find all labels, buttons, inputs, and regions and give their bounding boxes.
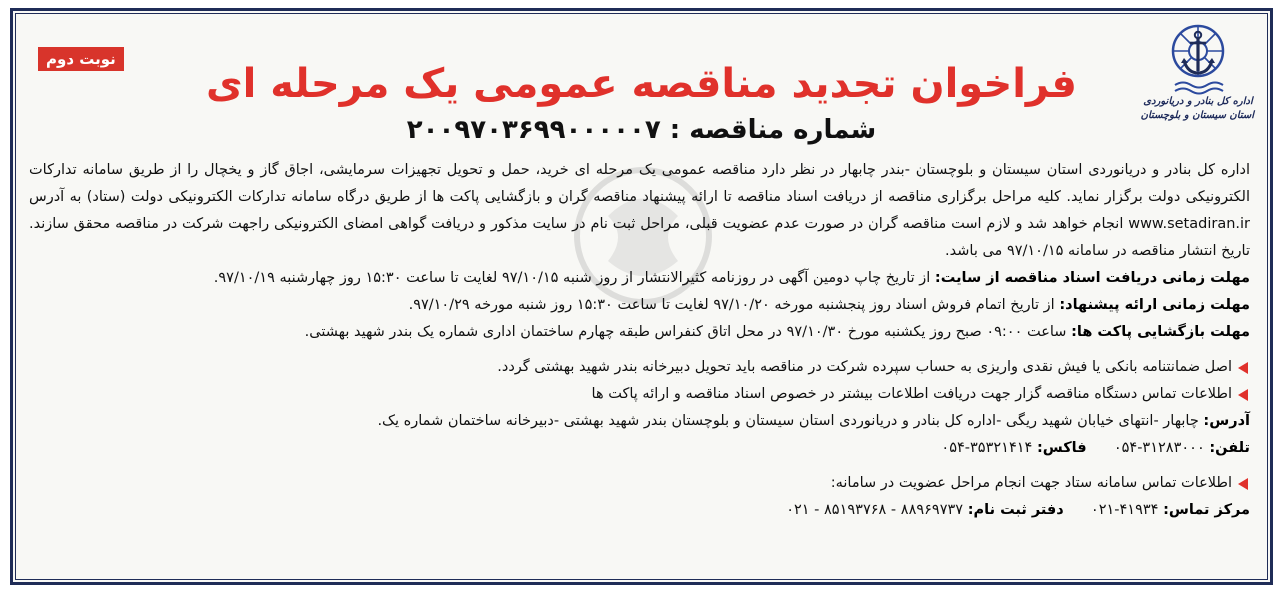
tender-notice <box>10 8 1273 585</box>
deadline-document-receipt <box>29 265 1250 292</box>
registration-office-label: دفتر ثبت نام: <box>967 502 1064 518</box>
deadline-envelope-opening <box>29 319 1250 346</box>
note-text: اطلاعات تماس سامانه ستاد جهت انجام مراحل عضویت در سامانه: <box>830 475 1232 491</box>
deadline-label: مهلت زمانی ارائه پیشنهاد: <box>1059 297 1250 313</box>
call-center-number: ۰۲۱-۴۱۹۳۴ <box>1090 502 1159 518</box>
note-setad-contact <box>29 470 1250 497</box>
note-text: اصل ضمانتنامه بانکی یا فیش نقدی واریزی به حساب سپرده شرکت در مناقصه باید تحویل دبیرخانه بندر شهید بهشتی گردد. <box>497 359 1232 375</box>
tender-number: شماره مناقصه : ۲۰۰۹۷۰۳۶۹۹۰۰۰۰۰۷ <box>406 115 877 145</box>
phone-number: ۰۵۴-۳۱۲۸۳۰۰۰ <box>1113 440 1205 456</box>
deadline-text: ساعت ۰۹:۰۰ صبح روز یکشنبه مورخ ۹۷/۱۰/۳۰ در محل اتاق کنفراس طبقه چهارم ساختمان اداری شماره یک بندر شهید بهشتی. <box>304 324 1067 340</box>
intro-paragraph: اداره کل بنادر و دریانوردی استان سیستان و بلوچستان -بندر چابهار در نظر دارد مناقصه عمومی یک مرحله ای خرید، حمل و تحویل تجهیزات سرمایشی، اجاق گاز و یخچال را از طریق سامانه تدارکات الکترونیکی دولت برگزار نماید. کلیه مراحل برگزاری مناقصه از دریافت اسناد مناقصه تا ارائه پیشنهاد مناقصه گران و بازگشایی پاکت ها از طریق درگاه سامانه تدارکات الکترونیکی دولت (ستاد) به آدرس www.setadiran.ir انجام خواهد شد و لازم است مناقصه گران در صورت عدم عضویت قبلی، مراحل ثبت نام در سایت مذکور و دریافت گواهی امضای الکترونیکی راجهت شرکت در مناقصه محقق سازند. تاریخ انتشار مناقصه در سامانه ۹۷/۱۰/۱۵ می باشد. <box>29 162 1250 259</box>
phone-line <box>29 435 1250 462</box>
setad-contact-line <box>29 497 1250 524</box>
call-center-label: مرکز تماس: <box>1163 502 1250 518</box>
fax-label: فاکس: <box>1036 440 1087 456</box>
deadline-bid-submission <box>29 292 1250 319</box>
notice-title: فراخوان تجدید مناقصه عمومی یک مرحله ای <box>205 61 1077 107</box>
note-guarantee <box>29 354 1250 381</box>
bullet-arrow-icon <box>1238 389 1248 401</box>
address-label: آدرس: <box>1203 413 1250 429</box>
note-text: اطلاعات تماس دستگاه مناقصه گزار جهت دریافت اطلاعات بیشتر در خصوص اسناد مناقصه و ارائه پاکت ها <box>591 386 1232 402</box>
deadline-text: از تاریخ چاپ دومین آگهی در روزنامه کثیرالانتشار از روز شنبه ۹۷/۱۰/۱۵ لغایت تا ساعت ۱۵:۳۰ روز چهارشنبه ۹۷/۱۰/۱۹. <box>213 270 931 286</box>
note-contact-info <box>29 381 1250 408</box>
deadline-label: مهلت بازگشایی پاکت ها: <box>1071 324 1250 340</box>
logo-text-line1: اداره کل بنادر و دریانوردی <box>1143 96 1253 107</box>
address-text: چابهار -انتهای خیابان شهید ریگی -اداره کل بنادر و دریانوردی استان سیستان و بلوچستان بندر شهید بهشتی -دبیرخانه ساختمان شماره یک. <box>377 413 1199 429</box>
phone-label: تلفن: <box>1209 440 1250 456</box>
address-line <box>29 408 1250 435</box>
bullet-arrow-icon <box>1238 362 1248 374</box>
logo-text-line2: استان سیستان و بلوچستان <box>1140 110 1254 121</box>
fax-number: ۰۵۴-۳۵۳۲۱۴۱۴ <box>941 440 1033 456</box>
bullet-arrow-icon <box>1238 478 1248 490</box>
second-publication-badge: نوبت دوم <box>38 47 124 71</box>
deadline-label: مهلت زمانی دریافت اسناد مناقصه از سایت: <box>934 270 1250 286</box>
notice-body <box>29 157 1250 524</box>
registration-office-numbers: ۸۸۹۶۹۷۳۷ - ۸۵۱۹۳۷۶۸ - ۰۲۱ <box>786 502 964 518</box>
deadline-text: از تاریخ اتمام فروش اسناد روز پنجشنبه مورخه ۹۷/۱۰/۲۰ لغایت تا ساعت ۱۵:۳۰ روز شنبه مورخه ۹۷/۱۰/۲۹. <box>408 297 1055 313</box>
